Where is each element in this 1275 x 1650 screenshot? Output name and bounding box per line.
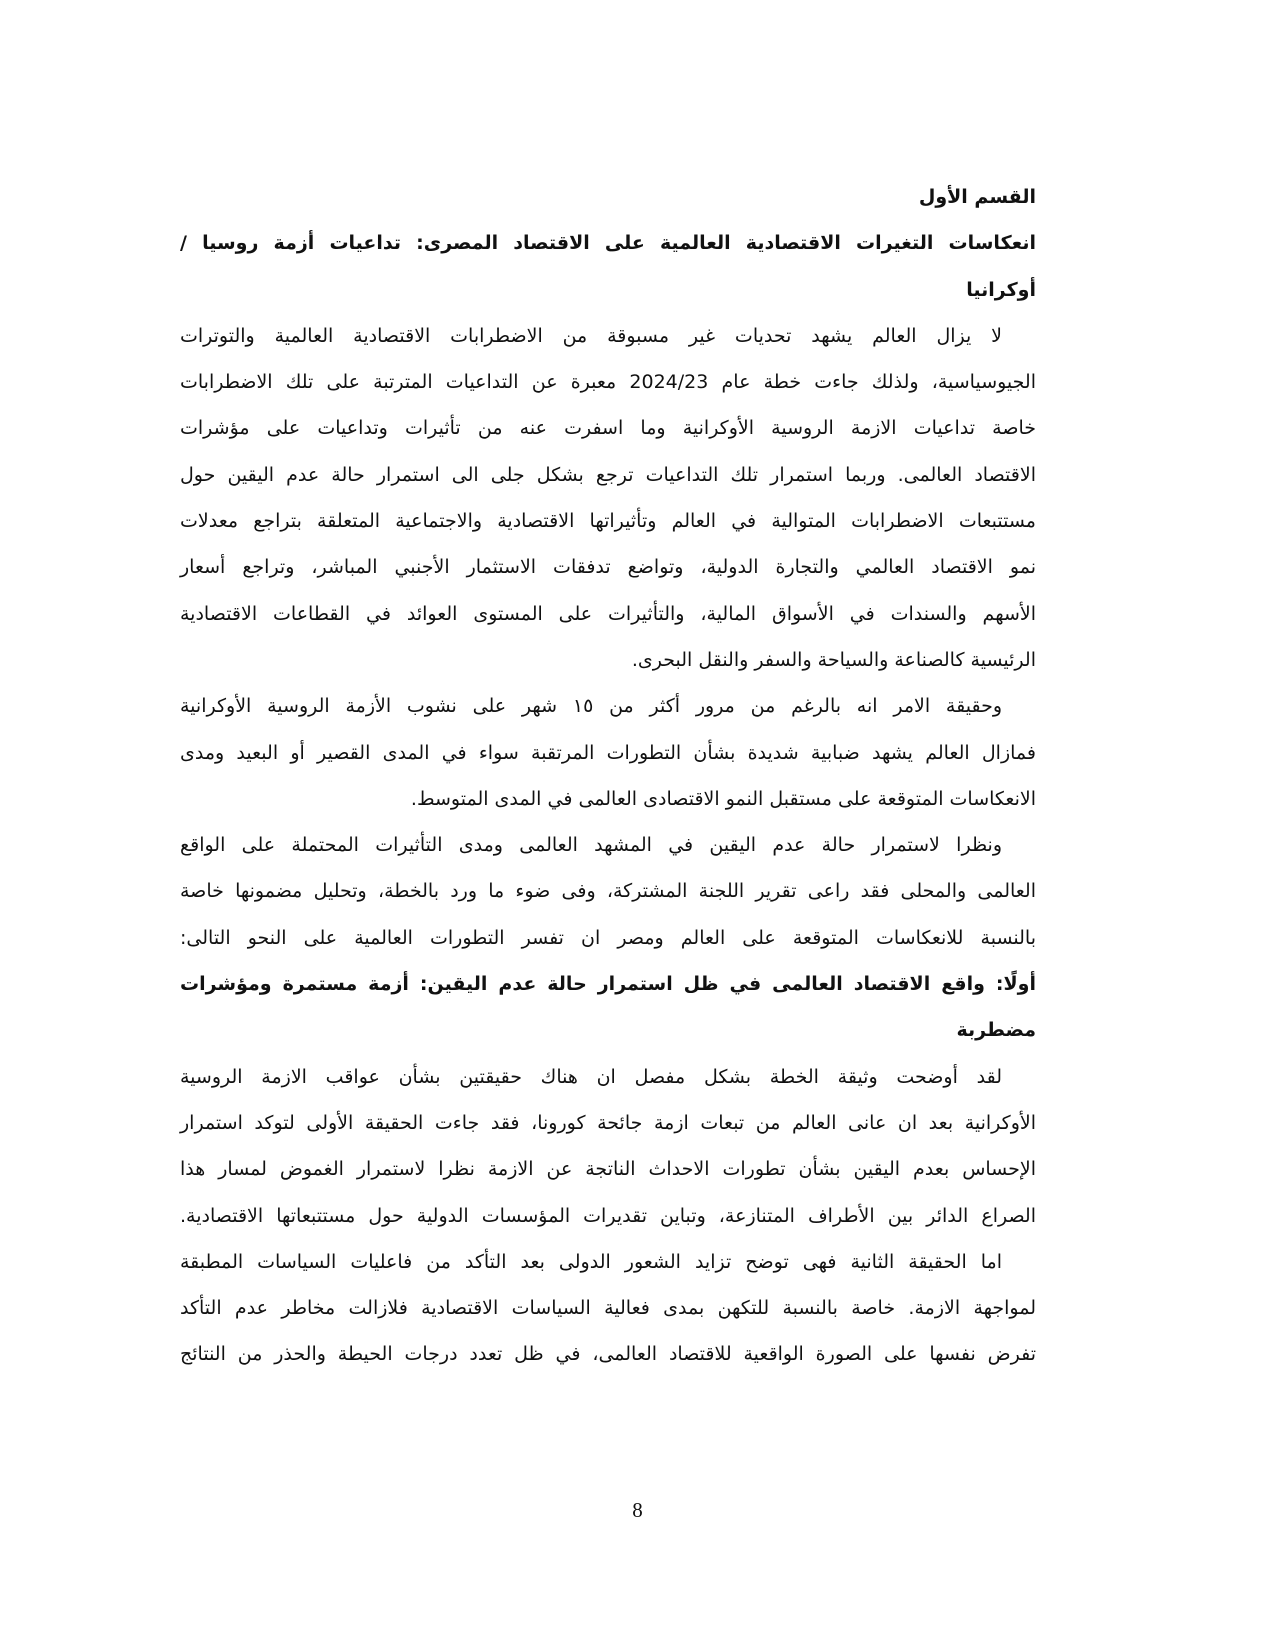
paragraph-line: لقد أوضحت وثيقة الخطة بشكل مفصل ان هناك حقيقتين بشأن عواقب الازمة الروسية xyxy=(180,1065,1002,1088)
subheading-line: أولًا: واقع الاقتصاد العالمى في ظل استمرار حالة عدم اليقين: أزمة مستمرة ومؤشرات xyxy=(180,973,1036,996)
paragraph-line: الأوكرانية بعد ان عانى العالم من تبعات ازمة جائحة كورونا، فقد جاءت الحقيقة الأولى لتوكد استمرار xyxy=(180,1111,1036,1134)
paragraph-line: فمازال العالم يشهد ضبابية شديدة بشأن التطورات المرتقبة سواء في المدى القصير أو البعيد ومدى xyxy=(180,741,1036,764)
paragraph xyxy=(180,822,1036,961)
paragraph-line: الصراع الدائر بين الأطراف المتنازعة، وتباين تقديرات المؤسسات الدولية حول مستتبعاتها الاقتصادية. xyxy=(180,1204,1036,1227)
paragraph-line: لمواجهة الازمة. خاصة بالنسبة للتكهن بمدى فعالية السياسات الاقتصادية فلازالت مخاطر عدم التأكد xyxy=(180,1297,1036,1320)
paragraph xyxy=(180,313,1036,683)
section-label: القسم الأول xyxy=(918,186,1036,208)
paragraph-line: الانعكاسات المتوقعة على مستقبل النمو الاقتصادى العالمى في المدى المتوسط. xyxy=(410,787,1036,810)
paragraph-line: مستتبعات الاضطرابات المتوالية في العالم وتأثيراتها الاقتصادية والاجتماعية المتعلقة بتراجع معدلات xyxy=(180,510,1036,533)
paragraph-line: العالمى والمحلى فقد راعى تقرير اللجنة المشتركة، وفى ضوء ما ورد بالخطة، وتحليل مضمونها خاصة xyxy=(180,880,1036,903)
paragraph-line: الرئيسية كالصناعة والسياحة والسفر والنقل البحرى. xyxy=(631,648,1036,671)
paragraph-line: بالنسبة للانعكاسات المتوقعة على العالم ومصر ان تفسر التطورات العالمية على النحو التالى: xyxy=(180,926,1036,949)
paragraph-line: وحقيقة الامر انه بالرغم من مرور أكثر من ١٥ شهر على نشوب الأزمة الروسية الأوكرانية xyxy=(180,695,1002,718)
document-page xyxy=(180,174,1036,1378)
paragraph-line: الجيوسياسية، ولذلك جاءت خطة عام 2024/23 معبرة عن التداعيات المترتبة على تلك الاضطرابات xyxy=(180,371,1036,394)
paragraph-line: خاصة تداعيات الازمة الروسية الأوكرانية وما اسفرت عنه من تأثيرات وتداعيات على مؤشرات xyxy=(180,417,1036,440)
subheading-line: مضطربة xyxy=(956,1019,1036,1042)
section-title-line: انعكاسات التغيرات الاقتصادية العالمية على الاقتصاد المصرى: تداعيات أزمة روسيا / xyxy=(180,232,1036,255)
paragraph-line: الاقتصاد العالمى. وربما استمرار تلك التداعيات ترجع بشكل جلى الى استمرار حالة عدم اليقين حول xyxy=(180,463,1036,486)
page-number: 8 xyxy=(632,1498,643,1522)
paragraph xyxy=(180,1054,1036,1239)
paragraph-line: الأسهم والسندات في الأسواق المالية، والتأثيرات على المستوى العوائد في القطاعات الاقتصادية xyxy=(180,602,1036,625)
paragraph-line: نمو الاقتصاد العالمي والتجارة الدولية، وتواضع تدفقات الاستثمار الأجنبي المباشر، وتراجع أسعار xyxy=(180,556,1036,579)
paragraph xyxy=(180,683,1036,822)
paragraph-line: الإحساس بعدم اليقين بشأن تطورات الاحداث الناتجة عن الازمة نظرا لاستمرار الغموض لمسار هذا xyxy=(180,1158,1036,1181)
paragraph xyxy=(180,1239,1036,1378)
section-title-line: أوكرانيا xyxy=(966,278,1036,301)
paragraph-line: لا يزال العالم يشهد تحديات غير مسبوقة من الاضطرابات الاقتصادية العالمية والتوترات xyxy=(180,324,1002,347)
paragraph-line: تفرض نفسها على الصورة الواقعية للاقتصاد العالمى، في ظل تعدد درجات الحيطة والحذر من النتائج xyxy=(180,1343,1036,1366)
paragraph-line: ونظرا لاستمرار حالة عدم اليقين في المشهد العالمى ومدى التأثيرات المحتملة على الواقع xyxy=(180,834,1002,857)
paragraph-line: اما الحقيقة الثانية فهى توضح تزايد الشعور الدولى بعد التأكد من فاعليات السياسات المطبقة xyxy=(180,1250,1002,1273)
